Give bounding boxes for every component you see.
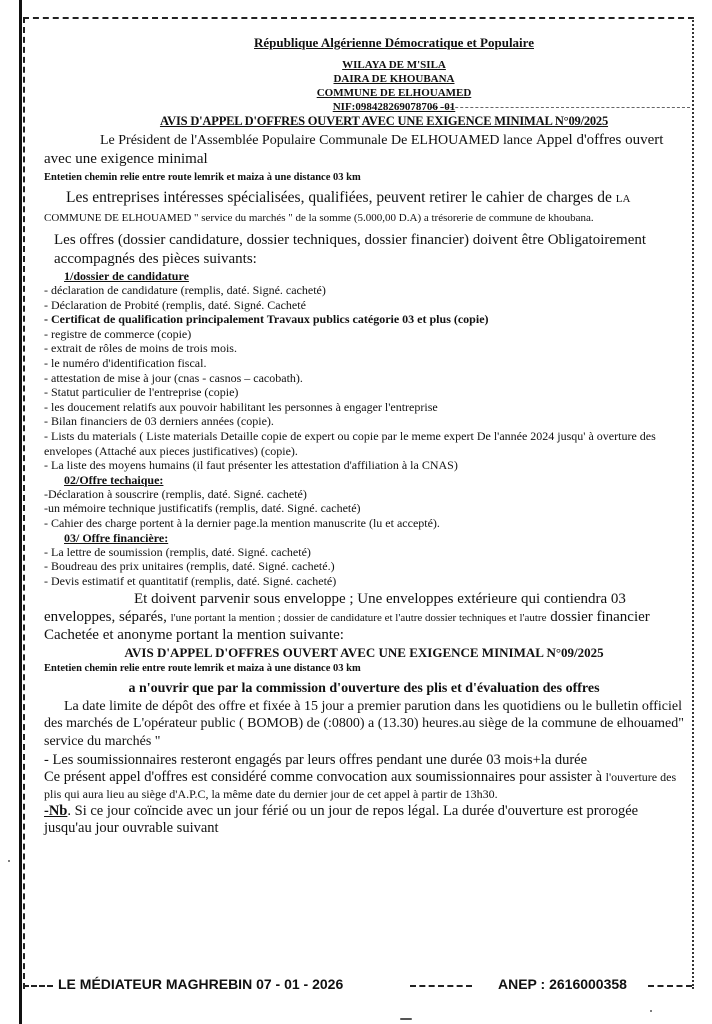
frame-bottom-rule (23, 985, 53, 987)
list-item: - La lettre de soumission (remplis, daté. Signé. cacheté) (44, 544, 311, 559)
envelope-text: dossier financier Cachetée et anonyme portant la mention suivante: (44, 608, 650, 644)
left-margin-rule (19, 0, 22, 1024)
wilaya-heading: WILAYA DE M'SILA (342, 59, 446, 71)
retrait-paragraph (44, 189, 684, 227)
section-technique (44, 473, 684, 531)
repeat-project-title: Entetien chemin relie entre route lemrik et maiza à une distance 03 km (44, 662, 361, 674)
section-financiere (44, 531, 684, 589)
envelope-text-small: l'une portant la mention ; dossier de candidature et l'autre dossier techniques et l'autre (170, 611, 547, 624)
convocation-paragraph (44, 769, 684, 803)
list-item: - déclaration de candidature (remplis, daté. Signé. cacheté) (44, 283, 326, 297)
retrait-text: Les entreprises intéresses spécialisées, qualifiées, peuvent retirer le cahier de charges de (66, 189, 616, 206)
list-item: - extrait de rôles de moins de trois mois. (44, 341, 237, 356)
intro-text: Le Président de l'Assemblée Populaire Communale De ELHOUAMED lance (100, 133, 537, 148)
scan-speck (650, 1010, 652, 1012)
intro-paragraph (44, 131, 684, 169)
list-item: - Cahier des charge portent à la dernier page.la mention manuscrite (lu et accepté). (44, 515, 440, 530)
list-item: -un mémoire technique justificatifs (remplis, daté. Signé. cacheté) (44, 501, 361, 516)
list-item: - registre de commerce (copie) (44, 326, 192, 341)
intro-text-large: Appel d'offres ouvert avec une exigence minimal (44, 132, 664, 167)
notice-body (44, 36, 684, 837)
frame-bottom-rule (410, 985, 472, 987)
retrait-text-small: LA COMMUNE DE ELHOUAMED " service du marchés " de la somme (5.000,00 D.A) a trésorerie de commune de khoubana. (44, 193, 630, 224)
deadline-paragraph (44, 698, 684, 751)
section-title: 03/ Offre financière: (64, 530, 169, 545)
list-item: - le numéro d'identification fiscal. (44, 355, 207, 370)
list-item: - Lists du materials ( Liste materials Detaille copie de expert ou copie par le meme expert De l'année 2024 jusqu' à overture des envelopes (Attaché aux pieces justificatives) (copie). (44, 428, 656, 458)
offres-intro: Les offres (dossier candidature, dossier techniques, dossier financier) doivent être Obligatoirement accompagnés des pièces suivants: (54, 232, 647, 267)
list-item: - les doucement relatifs aux pouvoir habilitant les personnes à engager l'entreprise (44, 399, 438, 414)
daira-heading: DAIRA DE KHOUBANA (333, 73, 455, 85)
engagement-text: - Les soumissionnaires resteront engagés par leurs offres pendant une durée 03 mois+la durée (44, 752, 588, 769)
list-item: - Bilan financiers de 03 derniers années (copie). (44, 414, 274, 429)
convocation-text-small: l'ouverture des plis qui aura lieu au siège d'A.P.C, la même date du dernier jour de cet appel à partir de 13h30. (44, 770, 677, 802)
section-title: 1/dossier de candidature (64, 269, 189, 283)
deadline-text: La date limite de dépôt des offre et fixée à 15 jour a premier parution dans les quotidiens ou le bulletin officiel des marchés de L'opérateur public ( BOMOB) de (:0800) a (13.30) heures.au siège de la commune de elhouamed" service du marchés " (44, 698, 684, 749)
publication-source: LE MÉDIATEUR MAGHREBIN 07 - 01 - 2026 (58, 976, 344, 992)
list-item: - Certificat de qualification principalement Travaux publics catégorie 03 et plus (copie) (44, 312, 489, 327)
list-item: - La liste des moyens humains (il faut présenter les attestation d'affiliation à la CNAS) (44, 458, 458, 473)
list-item: - Déclaration de Probité (remplis, daté. Signé. Cacheté (44, 297, 306, 312)
scan-speck (8, 860, 10, 862)
project-title: Entetien chemin relie entre route lemrik et maiza à une distance 03 km (44, 172, 361, 183)
commune-heading: COMMUNE DE ELHOUAMED (316, 87, 472, 99)
envelope-text: Et doivent parvenir sous enveloppe ; Une enveloppes extérieure qui contiendra 03 enveloppes, séparés, (44, 591, 626, 625)
nb-label: -Nb (44, 803, 68, 820)
section-title: 02/Offre techaique: (64, 472, 164, 487)
frame-bottom-rule (648, 985, 692, 987)
opening-note: a n'ouvrir que par la commission d'ouverture des plis et d'évaluation des offres (128, 680, 600, 696)
list-item: -Déclaration à souscrire (remplis, daté. Signé. cacheté) (44, 486, 307, 501)
convocation-text: Ce présent appel d'offres est considéré comme convocation aux soumissionnaires pour assister à (44, 769, 606, 786)
envelope-paragraph (44, 591, 684, 645)
list-item: - attestation de mise à jour (cnas - casnos – cacobath). (44, 370, 303, 385)
nb-text: . Si ce jour coïncide avec un jour férié ou un jour de repos légal. La durée d'ouverture est prorogée jusqu'au jour ouvrable suivant (44, 803, 639, 837)
nb-paragraph (44, 803, 684, 837)
section-candidature (44, 269, 684, 473)
republic-heading: République Algérienne Démocratique et Populaire (254, 35, 534, 50)
anep-reference: ANEP : 2616000358 (498, 976, 627, 992)
scan-speck (400, 1018, 412, 1020)
list-item: - Statut particulier de l'entreprise (copie) (44, 385, 239, 400)
nif-heading: NIF:098428269078706 -01 (332, 101, 456, 113)
list-item: - Boudreau des prix unitaires (remplis, daté. Signé. cacheté.) (44, 559, 335, 574)
repeat-notice-title: AVIS D'APPEL D'OFFRES OUVERT AVEC UNE EXIGENCE MINIMAL N°09/2025 (124, 644, 604, 660)
notice-title: AVIS D'APPEL D'OFFRES OUVERT AVEC UNE EXIGENCE MINIMAL N°09/2025 (159, 114, 609, 128)
list-item: - Devis estimatif et quantitatif (remplis, daté. Signé. cacheté) (44, 573, 337, 588)
